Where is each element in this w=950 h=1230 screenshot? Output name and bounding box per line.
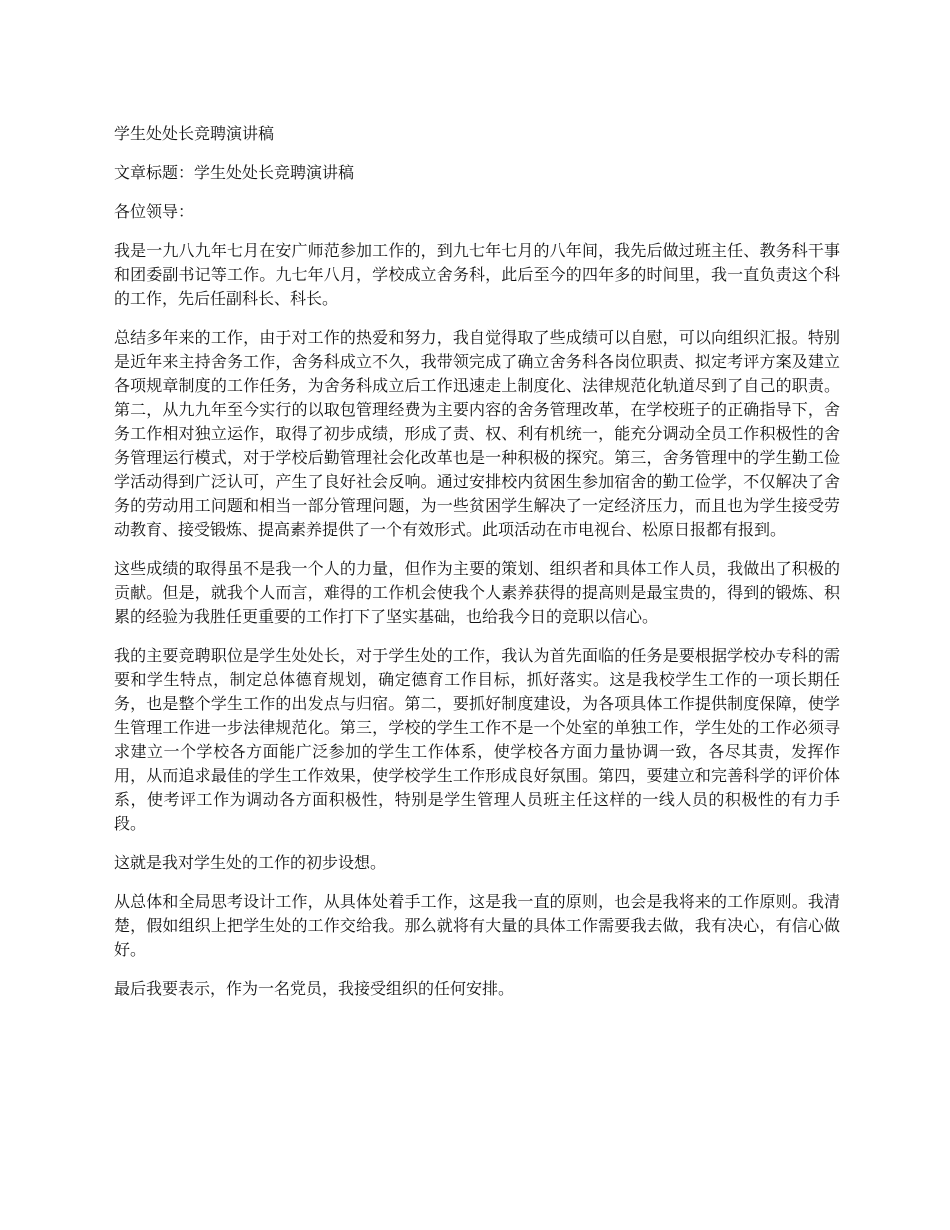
article-title-line: 文章标题：学生处处长竞聘演讲稿	[114, 163, 355, 182]
document-page	[114, 122, 840, 1016]
paragraph-7: 最后我要表示，作为一名党员，我接受组织的任何安排。	[114, 979, 515, 998]
paragraph-1: 我是一九八九年七月在安广师范参加工作的，到九七年七月的八年间，我先后做过班主任、教务科干事和团委副书记等工作。九七年八月，学校成立舍务科，此后至今的四年多的时间里，我一直负责这个科的工作，先后任副科长、科长。	[114, 241, 840, 308]
paragraph-6: 从总体和全局思考设计工作，从具体处着手工作，这是我一直的原则，也会是我将来的工作原则。我清楚，假如组织上把学生处的工作交给我。那么就将有大量的具体工作需要我去做，我有决心，有信心做好。	[114, 892, 840, 959]
paragraph-2: 总结多年来的工作，由于对工作的热爱和努力，我自觉得取了些成绩可以自慰，可以向组织汇报。特别是近年来主持舍务工作，舍务科成立不久，我带领完成了确立舍务科各岗位职责、拟定考评方案及建立各项规章制度的工作任务，为舍务科成立后工作迅速走上制度化、法律规范化轨道尽到了自己的职责。第二，从九九年至今实行的以取包管理经费为主要内容的舍务管理改革，在学校班子的正确指导下，舍务工作相对独立运作，取得了初步成绩，形成了责、权、利有机统一，能充分调动全员工作积极性的舍务管理运行模式，对于学校后勤管理社会化改革也是一种积极的探究。第三，舍务管理中的学生勤工俭学活动得到广泛认可，产生了良好社会反响。通过安排校内贫困生参加宿舍的勤工俭学，不仅解决了舍务的劳动用工问题和相当一部分管理问题，为一些贫困学生解决了一定经济压力，而且也为学生接受劳动教育、接受锻炼、提高素养提供了一个有效形式。此项活动在市电视台、松原日报都有报到。	[114, 328, 840, 539]
paragraph-5: 这就是我对学生处的工作的初步设想。	[114, 853, 387, 872]
paragraph-4: 我的主要竞聘职位是学生处处长，对于学生处的工作，我认为首先面临的任务是要根据学校办专科的需要和学生特点，制定总体德育规划，确定德育工作目标，抓好落实。这是我校学生工作的一项长期任务，也是整个学生工作的出发点与归宿。第二，要抓好制度建设，为各项具体工作提供制度保障，使学生管理工作进一步法律规范化。第三，学校的学生工作不是一个处室的单独工作，学生处的工作必须寻求建立一个学校各方面能广泛参加的学生工作体系，使学校各方面力量协调一致，各尽其责，发挥作用，从而追求最佳的学生工作效果，使学校学生工作形成良好氛围。第四，要建立和完善科学的评价体系，使考评工作为调动各方面积极性，特别是学生管理人员班主任这样的一线人员的积极性的有力手段。	[114, 646, 840, 833]
document-title: 学生处处长竞聘演讲稿	[114, 124, 275, 143]
paragraph-3: 这些成绩的取得虽不是我一个人的力量，但作为主要的策划、组织者和具体工作人员，我做出了积极的贡献。但是，就我个人而言，难得的工作机会使我个人素养获得的提高则是最宝贵的，得到的锻炼、积累的经验为我胜任更重要的工作打下了坚实基础，也给我今日的竞职以信心。	[114, 559, 840, 626]
salutation: 各位领导：	[114, 202, 195, 221]
